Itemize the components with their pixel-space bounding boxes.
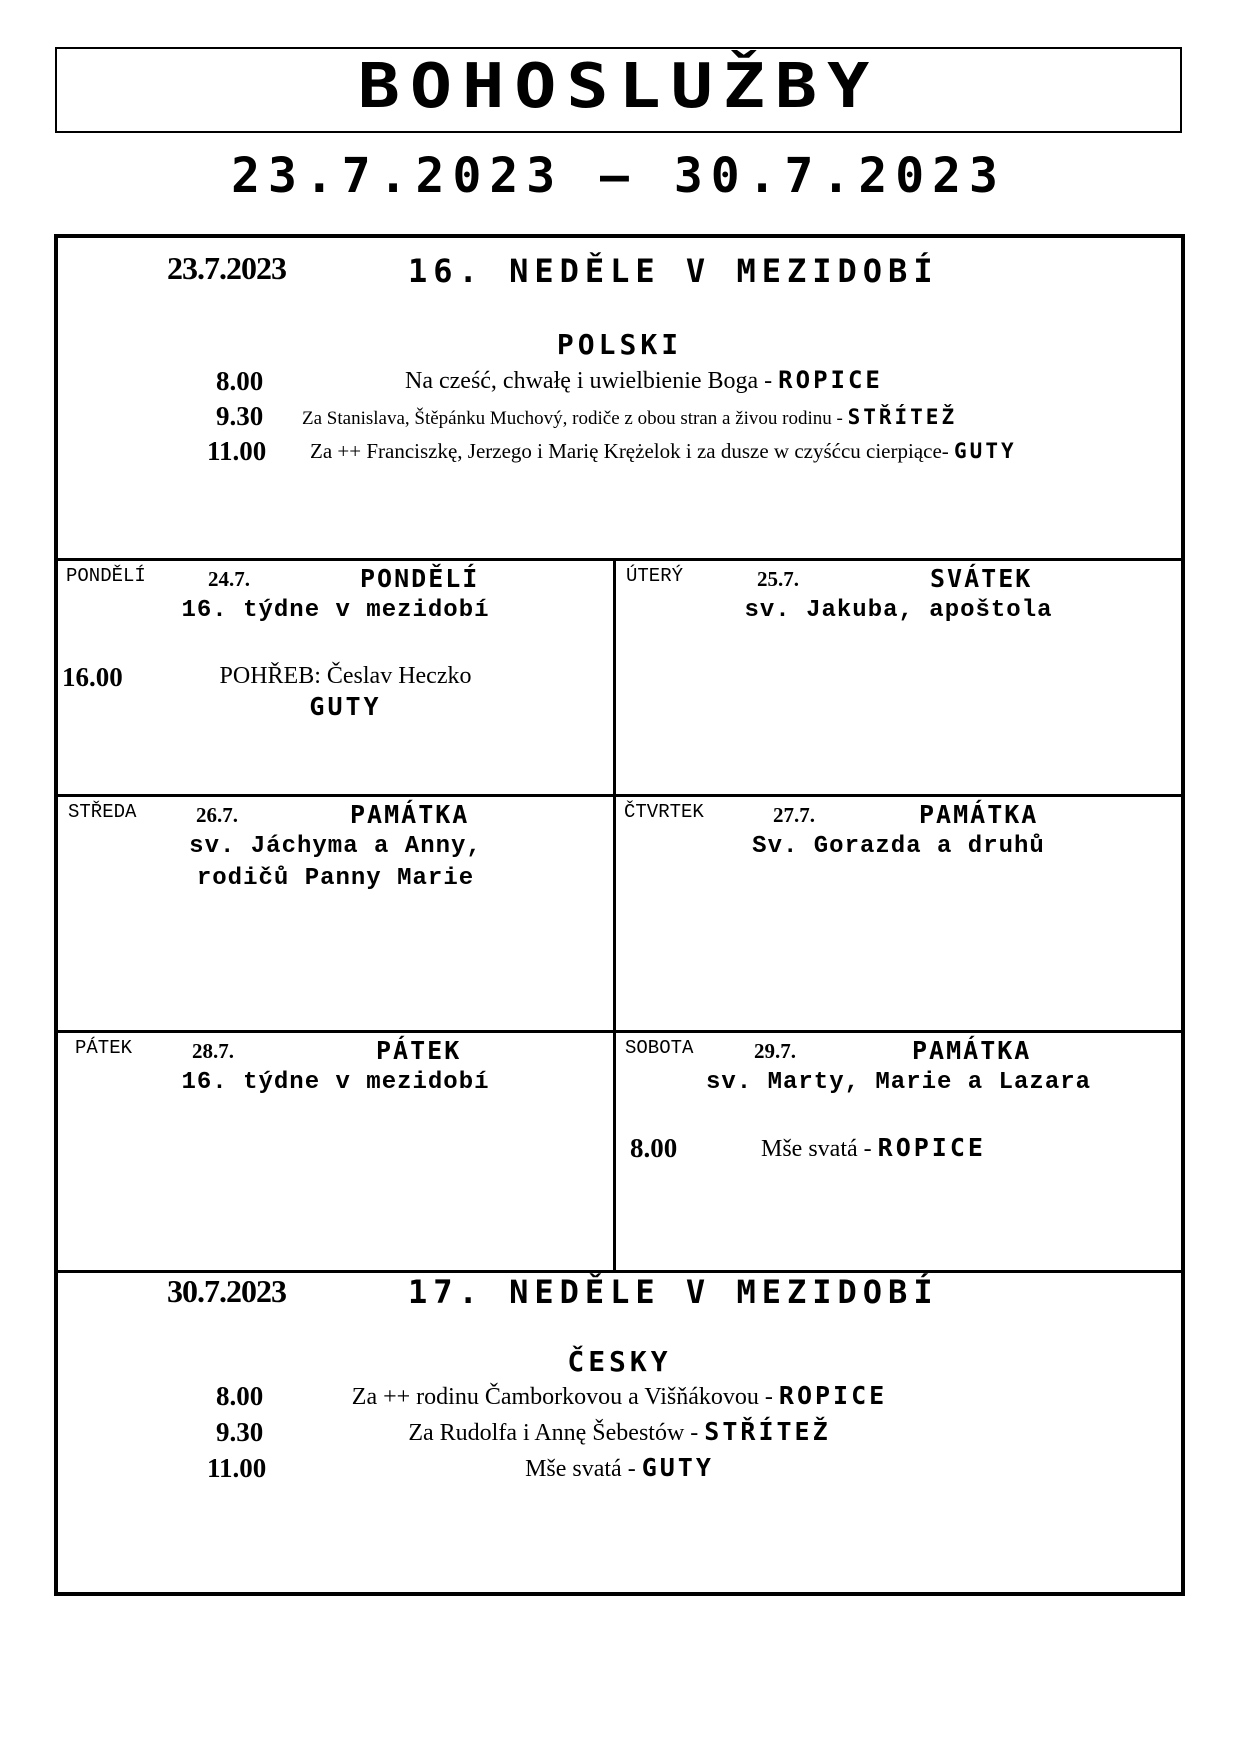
feast-line: sv. Marty, Marie a Lazara: [705, 1069, 1092, 1096]
date-range: 23.7.2023 – 30.7.2023: [231, 148, 1006, 204]
day-cell-wednesday: [58, 797, 613, 1030]
mass-time: 11.00: [207, 1453, 267, 1483]
event-text: POHŘEB: Česlav Heczko: [219, 663, 472, 689]
event-time: 16.00: [62, 662, 123, 692]
page-title: BOHOSLUŽBY: [357, 49, 880, 122]
day-name: PONDĚLÍ: [66, 565, 146, 587]
feast-line: rodičů Panny Marie: [196, 865, 475, 892]
mass-intention: Mše svatá - GUTY: [525, 1453, 714, 1482]
language-heading: ČESKY: [567, 1345, 672, 1378]
day-cell-monday: [58, 561, 613, 794]
event-intention: Mše svatá - ROPICE: [761, 1133, 986, 1162]
mass-place: ROPICE: [778, 1381, 888, 1410]
mass-intention: Na cześć, chwałę i uwielbienie Boga - ROPICE: [405, 366, 883, 394]
day-date: 24.7.: [208, 567, 250, 591]
sunday-date: 30.7.2023: [167, 1273, 286, 1309]
day-name: ÚTERÝ: [626, 565, 684, 587]
day-cell-friday: [58, 1033, 613, 1270]
mass-time: 11.00: [207, 436, 267, 466]
sunday-title: 16. NEDĚLE V MEZIDOBÍ: [408, 252, 939, 290]
day-date: 25.7.: [757, 567, 799, 591]
day-date: 26.7.: [196, 803, 238, 827]
mass-place: GUTY: [641, 1453, 714, 1482]
sunday-section: [58, 1273, 1181, 1593]
sunday-title: 17. NEDĚLE V MEZIDOBÍ: [408, 1273, 939, 1311]
liturgical-rank: SVÁTEK: [930, 564, 1033, 593]
mass-time: 8.00: [216, 1381, 264, 1411]
feast-line: 16. týdne v mezidobí: [181, 1069, 490, 1096]
event-time: 8.00: [630, 1133, 678, 1163]
day-cell-tuesday: [616, 561, 1181, 794]
mass-time: 8.00: [216, 366, 264, 396]
day-date: 28.7.: [192, 1039, 234, 1063]
schedule-grid: [54, 234, 1185, 1596]
feast-line: 16. týdne v mezidobí: [181, 597, 490, 624]
mass-intention: Za Stanislava, Štěpánku Muchový, rodiče z obou stran a živou rodinu - STŘÍTEŽ: [302, 405, 958, 429]
mass-place: GUTY: [954, 439, 1017, 463]
day-cell-thursday: [616, 797, 1181, 1030]
liturgical-rank: PAMÁTKA: [350, 800, 470, 829]
mass-place: ROPICE: [778, 366, 883, 394]
title-box: [55, 47, 1182, 133]
mass-intention: Za Rudolfa i Annę Šebestów - STŘÍTEŽ: [408, 1417, 831, 1446]
day-date: 27.7.: [773, 803, 815, 827]
day-name: STŘEDA: [68, 801, 137, 823]
liturgical-rank: PONDĚLÍ: [360, 564, 480, 593]
liturgical-rank: PAMÁTKA: [912, 1036, 1032, 1065]
liturgical-rank: PÁTEK: [376, 1036, 462, 1065]
day-cell-saturday: [616, 1033, 1181, 1270]
mass-place: STŘÍTEŽ: [704, 1417, 831, 1446]
day-name: SOBOTA: [625, 1037, 694, 1059]
language-heading: POLSKI: [556, 328, 683, 361]
feast-line: sv. Jáchyma a Anny,: [189, 833, 482, 860]
mass-intention: Za ++ Franciszkę, Jerzego i Marię Krężelok i za dusze w czyśćcu cierpiące- GUTY: [310, 439, 1017, 463]
day-name: ČTVRTEK: [624, 801, 704, 823]
event-place: GUTY: [309, 692, 382, 721]
liturgical-rank: PAMÁTKA: [919, 800, 1039, 829]
feast-line: Sv. Gorazda a druhů: [752, 833, 1045, 860]
mass-place: STŘÍTEŽ: [847, 405, 958, 429]
mass-time: 9.30: [216, 401, 264, 431]
day-date: 29.7.: [754, 1039, 796, 1063]
sunday-date: 23.7.2023: [167, 250, 286, 286]
day-name: PÁTEK: [75, 1037, 133, 1059]
mass-time: 9.30: [216, 1417, 264, 1447]
mass-intention: Za ++ rodinu Čamborkovou a Višňákovou - ROPICE: [351, 1381, 888, 1410]
feast-line: sv. Jakuba, apoštola: [744, 597, 1053, 624]
event-place: ROPICE: [877, 1133, 986, 1162]
